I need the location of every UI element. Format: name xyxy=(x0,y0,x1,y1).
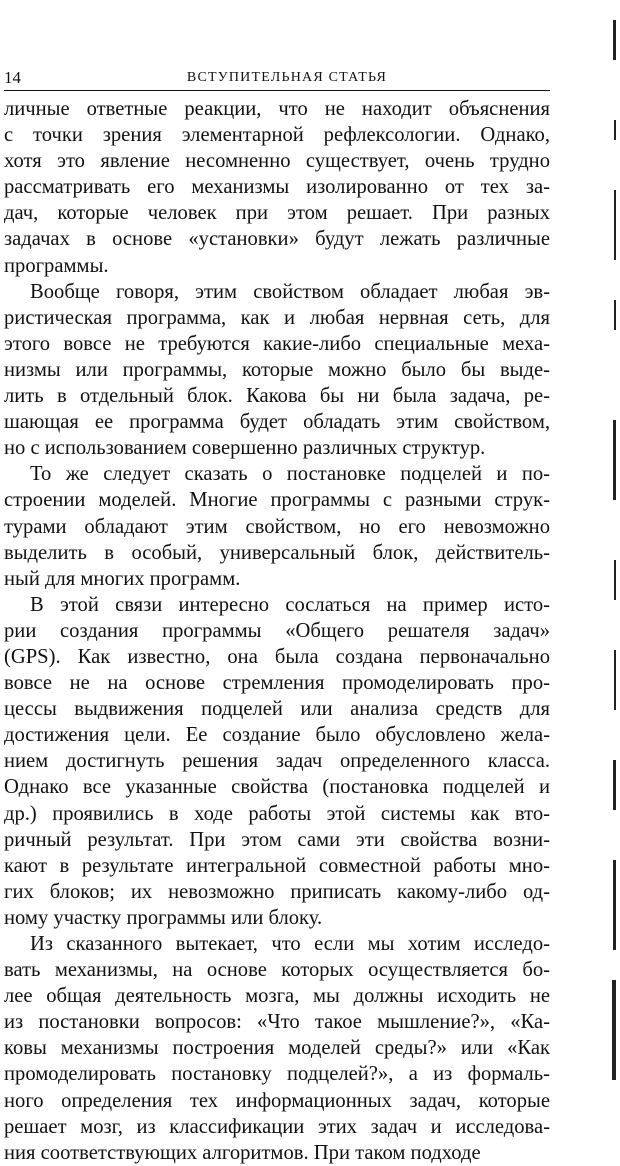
text-line: личные ответные реакции, что не находит объяснения xyxy=(4,98,550,120)
text-line: дач, которые человек при этом решает. При разных xyxy=(4,202,550,225)
page-header xyxy=(4,68,550,91)
text-line: (GPS). Как известно, она была создана первоначально xyxy=(4,645,550,668)
text-line: кают в результате интегральной совместной работы мно- xyxy=(4,854,550,877)
text-line: ный для многих программ. xyxy=(4,567,241,590)
text-line: рассматривать его механизмы изолированно от тех за- xyxy=(4,176,550,199)
paragraph xyxy=(4,592,550,931)
text-line: шающая ее программа будет обладать этим свойством, xyxy=(4,411,550,434)
text-line: с точки зрения элементарной рефлексологии. Однако, xyxy=(4,124,550,147)
text-line: ковы механизмы построения моделей среды?» или «Как xyxy=(4,1037,550,1060)
text-line: ристическая программа, как и любая нервная сеть, для xyxy=(4,306,550,329)
text-line: задачах в основе «установки» будут лежать различные xyxy=(4,228,550,251)
text-line: достижения цели. Ее создание было обусловлено жела- xyxy=(4,724,550,747)
text-line: нием достигнуть решения задач определенного класса. xyxy=(4,750,550,773)
text-line: Однако все указанные свойства (постановка подцелей и xyxy=(4,776,550,799)
page-edge-shadow xyxy=(610,0,616,1094)
paragraph xyxy=(4,279,550,462)
text-line: ния соответствующих алгоритмов. При таком подходе xyxy=(4,1141,481,1164)
text-line: То же следует сказать о постановке подцелей и по- xyxy=(30,463,550,486)
text-line: турами обладают этим свойством, но его невозможно xyxy=(4,515,550,538)
text-line: из постановки вопросов: «Что такое мышление?», «Ка- xyxy=(4,1011,550,1034)
text-line: ного определения тех информационных задач, которые xyxy=(4,1089,550,1112)
text-line: лее общая деятельность мозга, мы должны исходить не xyxy=(4,985,550,1008)
running-title: ВСТУПИТЕЛЬНАЯ СТАТЬЯ xyxy=(186,70,388,85)
text-line: вать механизмы, на основе которых осуществляется бо- xyxy=(4,959,550,982)
text-line: вовсе не на основе стремления промоделировать про- xyxy=(4,672,550,695)
text-line: рии создания программы «Общего решателя задач» xyxy=(4,619,550,642)
text-line: промоделировать постановку подцелей?», а из формаль- xyxy=(4,1063,550,1086)
text-line: В этой связи интересно сослаться на пример исто- xyxy=(30,593,550,616)
paragraph xyxy=(4,461,550,591)
text-line: решает мозг, из классификации этих задач и исследова- xyxy=(4,1115,550,1138)
text-line: низмы или программы, которые можно было бы выде- xyxy=(4,358,550,381)
text-line: хотя это явление несомненно существует, очень трудно xyxy=(4,150,550,173)
text-line: лить в отдельный блок. Какова бы ни была задача, ре- xyxy=(4,385,550,408)
text-line: выделить в особый, универсальный блок, действитель- xyxy=(4,541,550,564)
text-line: др.) проявились в ходе работы этой системы как вто- xyxy=(4,802,550,825)
text-line: гих блоков; их невозможно приписать какому-либо од- xyxy=(4,880,550,903)
paragraph xyxy=(4,931,550,1166)
text-line: ному участку программы или блоку. xyxy=(4,906,323,929)
text-line: Из сказанного вытекает, что если мы хотим исследо- xyxy=(30,933,550,955)
text-line: этого вовсе не требуются какие-либо специальные меха- xyxy=(4,332,550,355)
paragraph xyxy=(4,96,550,279)
text-line: но с использованием совершенно различных структур. xyxy=(4,437,486,460)
text-line: программы. xyxy=(4,254,109,277)
text-line: ричный результат. При этом сами эти свойства возни- xyxy=(4,828,550,851)
text-line: цессы выдвижения подцелей или анализа средств для xyxy=(4,698,550,721)
body-text xyxy=(4,96,550,1166)
page-number: 14 xyxy=(4,68,21,87)
text-line: строении моделей. Многие программы с разными струк- xyxy=(4,489,550,512)
text-line: Вообще говоря, этим свойством обладает любая эв- xyxy=(30,280,550,303)
